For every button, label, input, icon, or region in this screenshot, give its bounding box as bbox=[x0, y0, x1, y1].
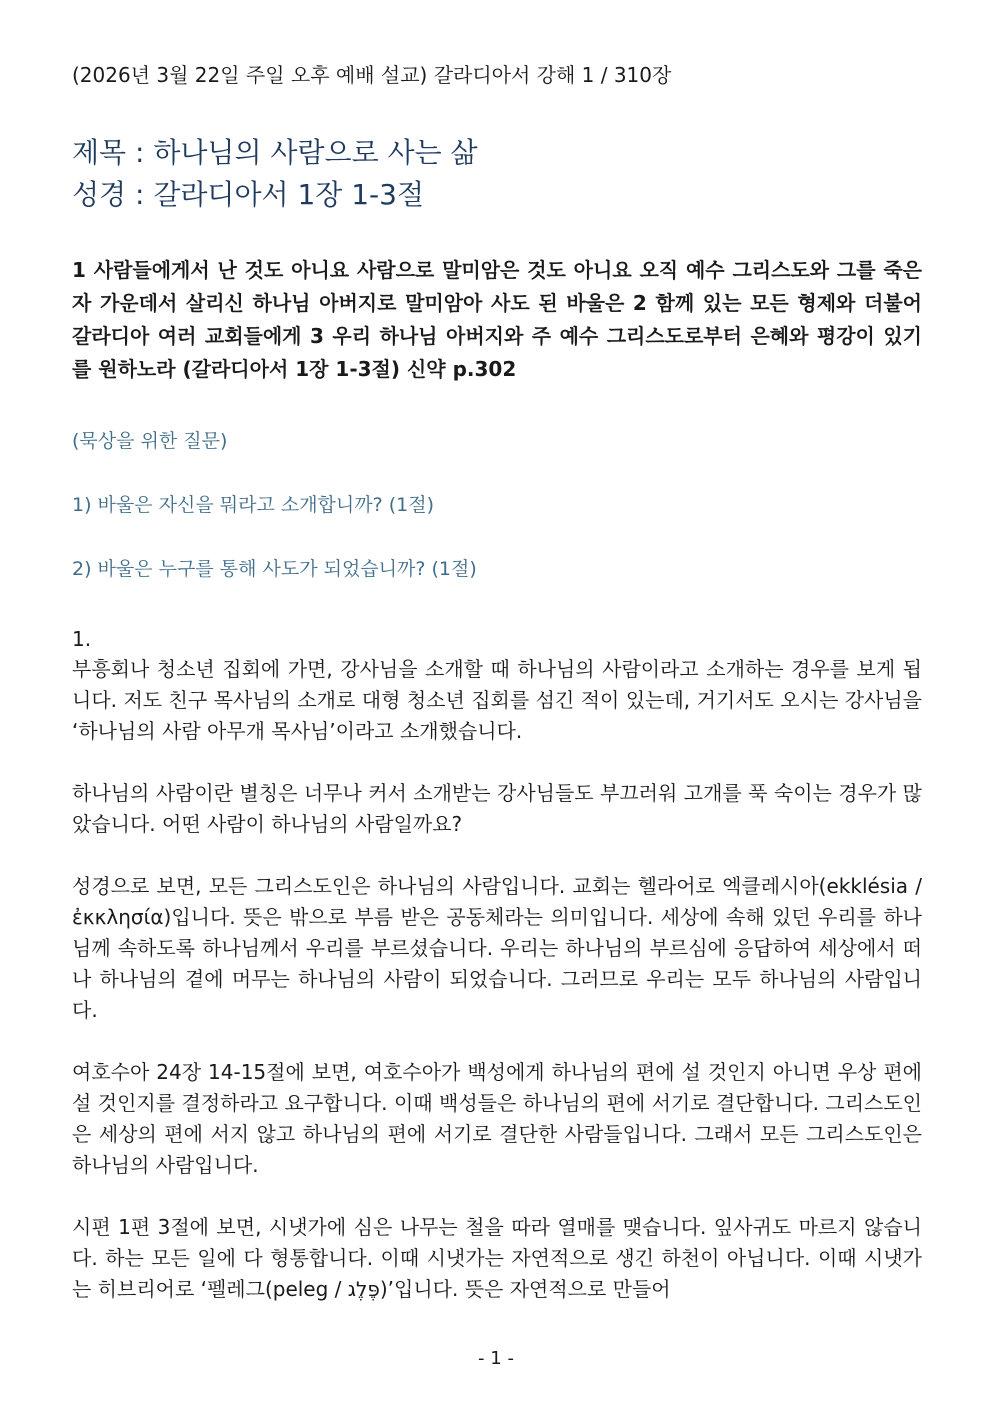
sermon-title: 제목 : 하나님의 사람으로 사는 삶 bbox=[72, 136, 478, 169]
body-paragraph: 성경으로 보면, 모든 그리스도인은 하나님의 사람입니다. 교회는 헬라어로 엑클레시아(ekklésia / ἐκκλησία)입니다. 뜻은 밖으로 부름 받은 공동체라는 의미입니다. 세상에 속해 있던 우리를 하나님께 속하도록 하나님께서 우리를 부르셨습니다. 우리는 하나님의 부르심에 응답하여 세상에서 떠나 하나님의 곁에 머무는 하나님의 사람이 되었습니다. 그러므로 우리는 모두 하나님의 사람입니다. bbox=[72, 874, 922, 1022]
meditation-question-1: 1) 바울은 자신을 뭐라고 소개합니까? (1절) bbox=[72, 494, 435, 516]
body-paragraph: 시편 1편 3절에 보면, 시냇가에 심은 나무는 철을 따라 열매를 맺습니다. 잎사귀도 마르지 않습니다. 하는 모든 일에 다 형통합니다. 이때 시냇가는 자연적으로 생긴 하천이 아닙니다. 이때 시냇가는 히브리어로 ‘펠레그(peleg / פֶּלֶג)’입니다. 뜻은 자연적으로 만들어 bbox=[72, 1215, 922, 1301]
meditation-question-2: 2) 바울은 누구를 통해 사도가 되었습니까? (1절) bbox=[72, 558, 477, 580]
meditation-heading: (묵상을 위한 질문) bbox=[72, 430, 228, 452]
scripture-text: 1 사람들에게서 난 것도 아니요 사람으로 말미암은 것도 아니요 오직 예수 그리스도와 그를 죽은 자 가운데서 살리신 하나님 아버지로 말미암아 사도 된 바울은 2 함께 있는 모든 형제와 더불어 갈라디아 여러 교회들에게 3 우리 하나님 아버지와 주 예수 그리스도로부터 은혜와 평강이 있기를 원하노라 (갈라디아서 1장 1-3절) 신약 p.302 bbox=[72, 258, 922, 381]
section-number: 1. bbox=[72, 627, 92, 651]
body-paragraph: 여호수아 24장 14-15절에 보면, 여호수아가 백성에게 하나님의 편에 설 것인지 아니면 우상 편에 설 것인지를 결정하라고 요구합니다. 이때 백성들은 하나님의 편에 서기로 결단합니다. 그리스도인은 세상의 편에 서지 않고 하나님의 편에 서기로 결단한 사람들입니다. 그래서 모든 그리스도인은 하나님의 사람입니다. bbox=[72, 1060, 922, 1177]
body-paragraphs bbox=[72, 654, 922, 1305]
scripture-reference: 성경 : 갈라디아서 1장 1-3절 bbox=[72, 178, 425, 211]
body-paragraph: 부흥회나 청소년 집회에 가면, 강사님을 소개할 때 하나님의 사람이라고 소개하는 경우를 보게 됩니다. 저도 친구 목사님의 소개로 대형 청소년 집회를 섬긴 적이 있는데, 거기서도 오시는 강사님을 ‘하나님의 사람 아무개 목사님’이라고 소개했습니다. bbox=[72, 657, 922, 743]
page-number: - 1 - bbox=[478, 1348, 514, 1369]
sermon-info-header: (2026년 3월 22일 주일 오후 예배 설교) 갈라디아서 강해 1 / 310장 bbox=[72, 63, 672, 87]
title-block bbox=[72, 132, 922, 216]
document-page bbox=[72, 60, 922, 1305]
body-paragraph: 하나님의 사람이란 별칭은 너무나 커서 소개받는 강사님들도 부끄러워 고개를 푹 숙이는 경우가 많았습니다. 어떤 사람이 하나님의 사람일까요? bbox=[72, 781, 922, 836]
